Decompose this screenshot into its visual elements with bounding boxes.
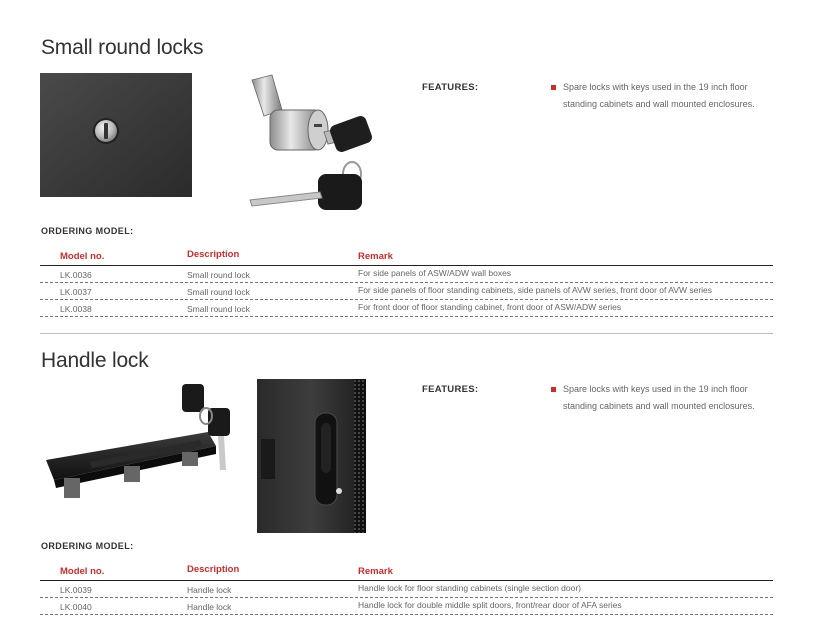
- ordering-model-label: ORDERING MODEL:: [41, 226, 134, 236]
- header-remark: Remark: [358, 251, 393, 262]
- ordering-model-label: ORDERING MODEL:: [41, 541, 134, 551]
- row-separator: [40, 614, 773, 615]
- cell-remark: For front door of floor standing cabinet, front door of ASW/ADW series: [358, 302, 622, 312]
- cell-remark: For side panels of floor standing cabinets, side panels of AVW series, front door of AVW series: [358, 285, 713, 295]
- table-header-rule: [40, 580, 773, 581]
- feature-line: standing cabinets and wall mounted enclosures.: [563, 99, 755, 109]
- cell-description: Handle lock: [187, 585, 232, 595]
- feature-text: [563, 79, 763, 113]
- header-description: Description: [187, 249, 240, 260]
- bullet-icon: [551, 85, 556, 90]
- header-model-no: Model no.: [60, 566, 105, 577]
- feature-line: Spare locks with keys used in the 19 inch floor: [563, 82, 748, 92]
- row-separator: [40, 282, 773, 283]
- bullet-icon: [551, 387, 556, 392]
- section-title-handle-lock: Handle lock: [41, 349, 149, 372]
- feature-line: Spare locks with keys used in the 19 inch floor: [563, 384, 748, 394]
- cell-model: LK.0039: [60, 585, 92, 595]
- cell-description: Small round lock: [187, 287, 250, 297]
- section-title-small-round-locks: Small round locks: [41, 36, 204, 59]
- row-separator: [40, 316, 773, 317]
- photo-handle-lock: [40, 380, 240, 500]
- row-separator: [40, 597, 773, 598]
- header-model-no: Model no.: [60, 251, 105, 262]
- feature-text: [563, 381, 763, 415]
- features-label: FEATURES:: [422, 384, 479, 395]
- photo-cam-lock-with-keys: [242, 70, 392, 215]
- photo-round-lock-panel: [40, 73, 192, 197]
- cell-model: LK.0038: [60, 304, 92, 314]
- header-description: Description: [187, 564, 240, 575]
- cell-remark: Handle lock for double middle split doors, front/rear door of AFA series: [358, 600, 622, 610]
- cell-remark: Handle lock for floor standing cabinets (single section door): [358, 583, 582, 593]
- header-remark: Remark: [358, 566, 393, 577]
- features-label: FEATURES:: [422, 82, 479, 93]
- feature-line: standing cabinets and wall mounted enclosures.: [563, 401, 755, 411]
- table-header-rule: [40, 265, 773, 266]
- photo-handle-lock-on-door: [257, 379, 366, 533]
- section-divider: [40, 333, 773, 334]
- cell-description: Small round lock: [187, 270, 250, 280]
- cell-description: Handle lock: [187, 602, 232, 612]
- cell-model: LK.0040: [60, 602, 92, 612]
- cell-description: Small round lock: [187, 304, 250, 314]
- cell-model: LK.0036: [60, 270, 92, 280]
- cell-model: LK.0037: [60, 287, 92, 297]
- cell-remark: For side panels of ASW/ADW wall boxes: [358, 268, 512, 278]
- row-separator: [40, 299, 773, 300]
